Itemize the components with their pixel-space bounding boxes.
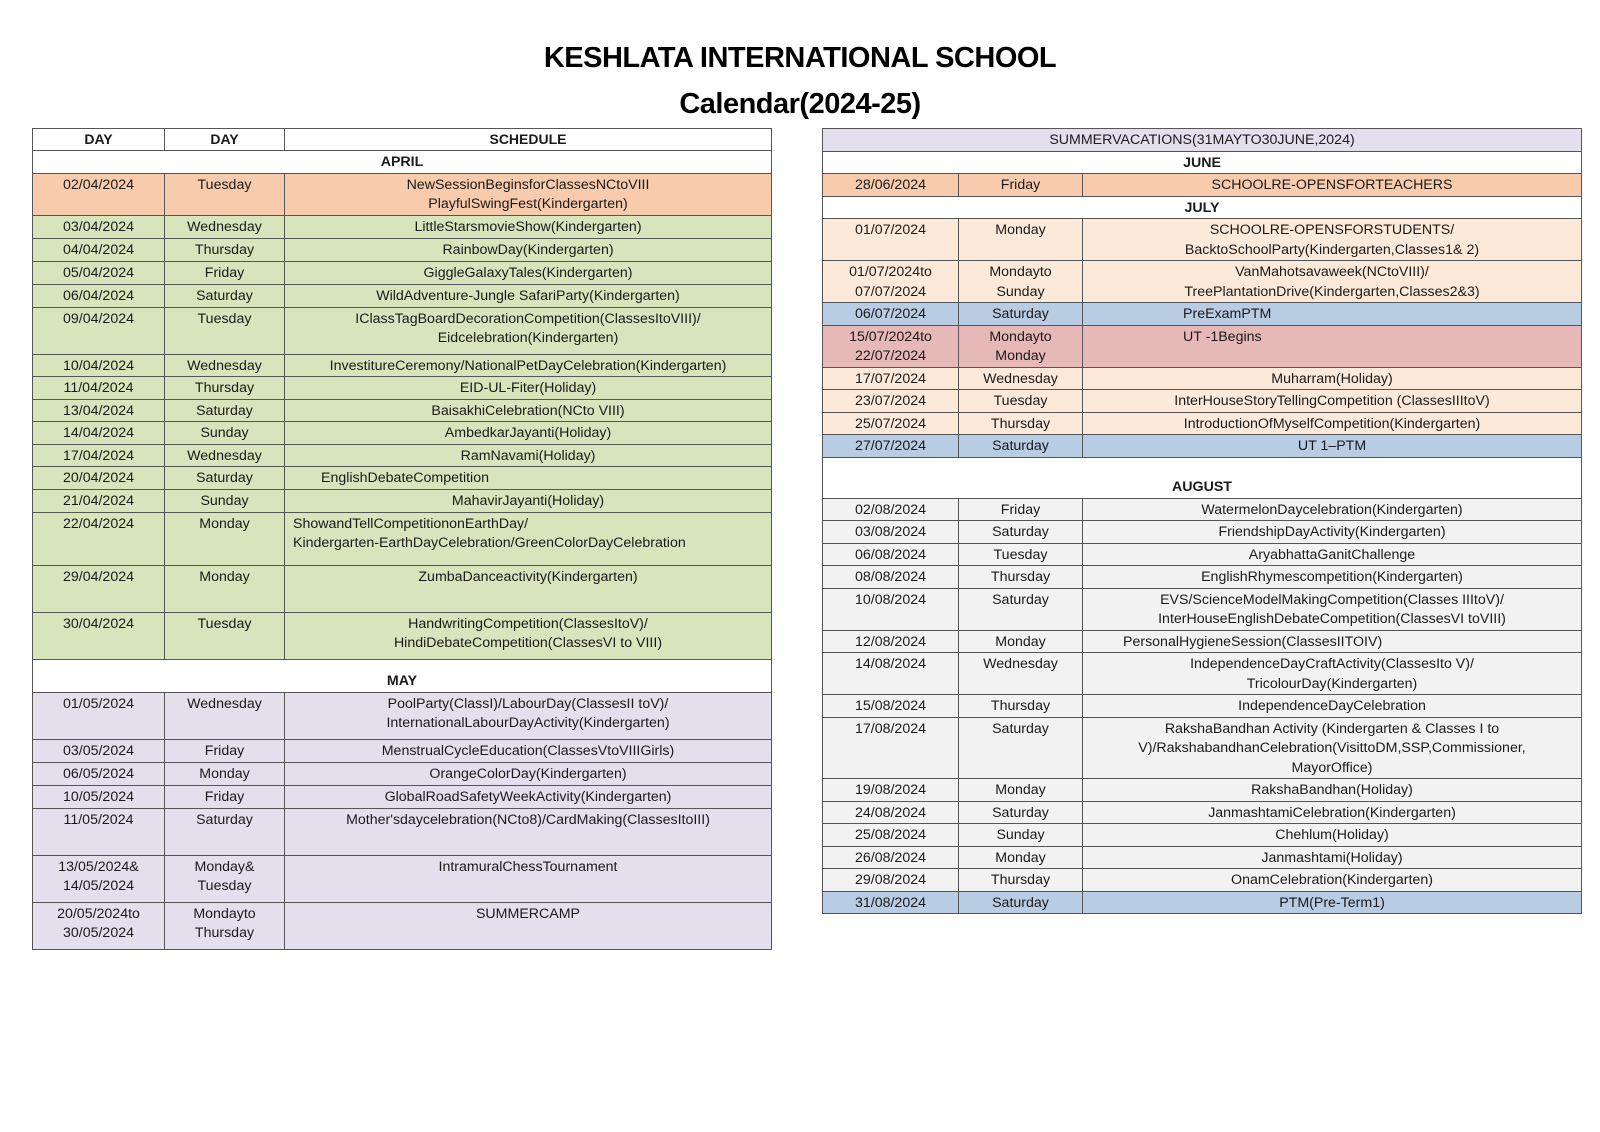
date-cell: 29/08/2024 — [823, 869, 959, 892]
schedule-cell: RakshaBandhan Activity (Kindergarten & Classes I to V)/RakshabandhanCelebration(VisittoDM,SSP,Commissioner, MayorOffice) — [1083, 717, 1582, 779]
right-calendar-table — [822, 128, 1582, 914]
date-cell: 03/05/2024 — [33, 739, 165, 762]
weekday-cell: Saturday — [959, 303, 1083, 326]
weekday-cell: Tuesday — [959, 543, 1083, 566]
month-row-august — [823, 457, 1582, 498]
weekday-cell: Thursday — [959, 566, 1083, 589]
schedule-cell: PoolParty(ClassI)/LabourDay(ClassesII toV)/ InternationalLabourDayActivity(Kindergarten) — [285, 692, 772, 739]
schedule-cell: GlobalRoadSafetyWeekActivity(Kindergarten) — [285, 785, 772, 808]
table-row — [33, 739, 772, 762]
date-cell: 10/04/2024 — [33, 354, 165, 377]
weekday-cell: Saturday — [165, 284, 285, 307]
schedule-cell: PersonalHygieneSession(ClassesIITOIV) — [1083, 630, 1582, 653]
table-row — [823, 630, 1582, 653]
date-cell: 31/08/2024 — [823, 891, 959, 914]
weekday-cell: Wednesday — [165, 354, 285, 377]
table-row — [823, 695, 1582, 718]
schedule-cell: MahavirJayanti(Holiday) — [285, 489, 772, 512]
weekday-cell: Monday — [959, 219, 1083, 261]
date-cell: 17/04/2024 — [33, 444, 165, 467]
schedule-cell: SUMMERCAMP — [285, 902, 772, 949]
column-header-day: DAY — [165, 129, 285, 151]
date-cell: 11/04/2024 — [33, 377, 165, 400]
date-cell: 06/04/2024 — [33, 284, 165, 307]
table-row — [823, 325, 1582, 367]
weekday-cell: Saturday — [959, 588, 1083, 630]
month-label: JUNE — [823, 151, 1582, 174]
date-cell: 10/05/2024 — [33, 785, 165, 808]
weekday-cell: Wednesday — [959, 367, 1083, 390]
schedule-cell: SCHOOLRE-OPENSFORSTUDENTS/ BacktoSchoolParty(Kindergarten,Classes1& 2) — [1083, 219, 1582, 261]
table-row — [33, 422, 772, 445]
table-row — [33, 855, 772, 902]
weekday-cell: Wednesday — [165, 444, 285, 467]
weekday-cell: Saturday — [959, 435, 1083, 458]
table-row — [33, 762, 772, 785]
date-cell: 01/07/2024 — [823, 219, 959, 261]
weekday-cell: Saturday — [959, 521, 1083, 544]
schedule-cell: InterHouseStoryTellingCompetition (ClassesIIItoV) — [1083, 390, 1582, 413]
weekday-cell: Monday — [959, 630, 1083, 653]
table-row — [823, 261, 1582, 303]
date-cell: 22/04/2024 — [33, 512, 165, 565]
date-cell: 10/08/2024 — [823, 588, 959, 630]
schedule-cell: GiggleGalaxyTales(Kindergarten) — [285, 261, 772, 284]
weekday-cell: Friday — [165, 785, 285, 808]
table-row — [823, 869, 1582, 892]
schedule-cell: PTM(Pre-Term1) — [1083, 891, 1582, 914]
schedule-cell: Janmashtami(Holiday) — [1083, 846, 1582, 869]
table-row — [823, 717, 1582, 779]
schedule-cell: IntramuralChessTournament — [285, 855, 772, 902]
table-row — [823, 303, 1582, 326]
date-cell: 06/07/2024 — [823, 303, 959, 326]
weekday-cell: Friday — [165, 261, 285, 284]
date-cell: 26/08/2024 — [823, 846, 959, 869]
weekday-cell: Monday — [959, 846, 1083, 869]
date-cell: 30/04/2024 — [33, 612, 165, 659]
date-cell: 27/07/2024 — [823, 435, 959, 458]
schedule-cell: AryabhattaGanitChallenge — [1083, 543, 1582, 566]
column-header-schedule: SCHEDULE — [285, 129, 772, 151]
weekday-cell: Tuesday — [165, 307, 285, 354]
weekday-cell: Mondayto Sunday — [959, 261, 1083, 303]
month-label: AUGUST — [823, 457, 1582, 498]
calendar-title: Calendar(2024-25) — [679, 88, 921, 120]
schedule-cell: VanMahotsavaweek(NCtoVIII)/ TreePlantationDrive(Kindergarten,Classes2&3) — [1083, 261, 1582, 303]
table-row — [823, 219, 1582, 261]
weekday-cell: Tuesday — [959, 390, 1083, 413]
schedule-cell: JanmashtamiCelebration(Kindergarten) — [1083, 801, 1582, 824]
table-row — [33, 284, 772, 307]
table-row — [823, 412, 1582, 435]
weekday-cell: Tuesday — [165, 173, 285, 215]
date-cell: 09/04/2024 — [33, 307, 165, 354]
table-row — [823, 779, 1582, 802]
weekday-cell: Mondayto Monday — [959, 325, 1083, 367]
weekday-cell: Thursday — [165, 377, 285, 400]
schedule-cell: RainbowDay(Kindergarten) — [285, 238, 772, 261]
table-row — [33, 238, 772, 261]
table-row — [33, 785, 772, 808]
table-row — [33, 612, 772, 659]
date-cell: 08/08/2024 — [823, 566, 959, 589]
weekday-cell: Saturday — [165, 467, 285, 490]
date-cell: 21/04/2024 — [33, 489, 165, 512]
weekday-cell: Sunday — [959, 824, 1083, 847]
date-cell: 05/04/2024 — [33, 261, 165, 284]
weekday-cell: Monday — [165, 565, 285, 612]
month-row-april — [33, 150, 772, 173]
weekday-cell: Wednesday — [959, 653, 1083, 695]
column-header-date: DAY — [33, 129, 165, 151]
weekday-cell: Thursday — [959, 869, 1083, 892]
table-row — [33, 808, 772, 855]
month-row-july — [823, 196, 1582, 219]
date-cell: 15/08/2024 — [823, 695, 959, 718]
table-row — [33, 512, 772, 565]
schedule-cell: WildAdventure-Jungle SafariParty(Kindergarten) — [285, 284, 772, 307]
weekday-cell: Monday — [165, 762, 285, 785]
table-row — [823, 653, 1582, 695]
table-row — [33, 354, 772, 377]
schedule-cell: RakshaBandhan(Holiday) — [1083, 779, 1582, 802]
date-cell: 25/07/2024 — [823, 412, 959, 435]
table-row — [33, 902, 772, 949]
schedule-cell: LittleStarsmovieShow(Kindergarten) — [285, 215, 772, 238]
date-cell: 15/07/2024to 22/07/2024 — [823, 325, 959, 367]
schedule-cell: SCHOOLRE-OPENSFORTEACHERS — [1083, 174, 1582, 197]
date-cell: 04/04/2024 — [33, 238, 165, 261]
schedule-cell: EnglishRhymescompetition(Kindergarten) — [1083, 566, 1582, 589]
date-cell: 06/05/2024 — [33, 762, 165, 785]
date-cell: 03/08/2024 — [823, 521, 959, 544]
weekday-cell: Friday — [959, 174, 1083, 197]
weekday-cell: Saturday — [959, 717, 1083, 779]
date-cell: 03/04/2024 — [33, 215, 165, 238]
date-cell: 20/05/2024to 30/05/2024 — [33, 902, 165, 949]
schedule-cell: UT 1–PTM — [1083, 435, 1582, 458]
date-cell: 11/05/2024 — [33, 808, 165, 855]
schedule-cell: AmbedkarJayanti(Holiday) — [285, 422, 772, 445]
weekday-cell: Saturday — [959, 801, 1083, 824]
weekday-cell: Thursday — [959, 412, 1083, 435]
table-row — [33, 565, 772, 612]
weekday-cell: Tuesday — [165, 612, 285, 659]
date-cell: 20/04/2024 — [33, 467, 165, 490]
date-cell: 23/07/2024 — [823, 390, 959, 413]
header-row — [33, 129, 772, 151]
table-row — [823, 891, 1582, 914]
school-name: KESHLATA INTERNATIONAL SCHOOL — [543, 42, 1057, 74]
schedule-cell: FriendshipDayActivity(Kindergarten) — [1083, 521, 1582, 544]
date-cell: 17/08/2024 — [823, 717, 959, 779]
table-row — [33, 692, 772, 739]
schedule-cell: IClassTagBoardDecorationCompetition(ClassesItoVIII)/ Eidcelebration(Kindergarten) — [285, 307, 772, 354]
table-row — [823, 498, 1582, 521]
weekday-cell: Sunday — [165, 489, 285, 512]
schedule-cell: MenstrualCycleEducation(ClassesVtoVIIIGirls) — [285, 739, 772, 762]
schedule-cell: IndependenceDayCelebration — [1083, 695, 1582, 718]
weekday-cell: Saturday — [165, 808, 285, 855]
date-cell: 29/04/2024 — [33, 565, 165, 612]
table-row — [823, 588, 1582, 630]
date-cell: 25/08/2024 — [823, 824, 959, 847]
table-row — [823, 801, 1582, 824]
table-row — [823, 543, 1582, 566]
table-row — [823, 367, 1582, 390]
table-row — [33, 489, 772, 512]
schedule-cell: OnamCelebration(Kindergarten) — [1083, 869, 1582, 892]
table-row — [823, 390, 1582, 413]
month-label: JULY — [823, 196, 1582, 219]
table-row — [33, 377, 772, 400]
weekday-cell: Monday — [165, 512, 285, 565]
month-label: MAY — [33, 659, 772, 692]
date-cell: 02/08/2024 — [823, 498, 959, 521]
table-row — [33, 173, 772, 215]
date-cell: 24/08/2024 — [823, 801, 959, 824]
table-row — [33, 467, 772, 490]
table-row — [823, 846, 1582, 869]
table-row — [33, 444, 772, 467]
schedule-cell: OrangeColorDay(Kindergarten) — [285, 762, 772, 785]
schedule-cell: HandwritingCompetition(ClassesItoV)/ HindiDebateCompetition(ClassesVI to VIII) — [285, 612, 772, 659]
weekday-cell: Wednesday — [165, 692, 285, 739]
table-row — [33, 399, 772, 422]
month-row-june — [823, 151, 1582, 174]
date-cell: 14/08/2024 — [823, 653, 959, 695]
date-cell: 12/08/2024 — [823, 630, 959, 653]
date-cell: 13/05/2024& 14/05/2024 — [33, 855, 165, 902]
weekday-cell: Mondayto Thursday — [165, 902, 285, 949]
weekday-cell: Friday — [959, 498, 1083, 521]
date-cell: 06/08/2024 — [823, 543, 959, 566]
table-row — [33, 307, 772, 354]
schedule-cell: Muharram(Holiday) — [1083, 367, 1582, 390]
summer-vacation-label: SUMMERVACATIONS(31MAYTO30JUNE,2024) — [823, 129, 1582, 152]
schedule-cell: ZumbaDanceactivity(Kindergarten) — [285, 565, 772, 612]
schedule-cell: EnglishDebateCompetition — [285, 467, 772, 490]
table-row — [823, 566, 1582, 589]
date-cell: 14/04/2024 — [33, 422, 165, 445]
table-row — [823, 824, 1582, 847]
table-row — [823, 435, 1582, 458]
month-row-may — [33, 659, 772, 692]
left-calendar-table — [32, 128, 772, 950]
schedule-cell: InvestitureCeremony/NationalPetDayCelebration(Kindergarten) — [285, 354, 772, 377]
schedule-cell: WatermelonDaycelebration(Kindergarten) — [1083, 498, 1582, 521]
schedule-cell: PreExamPTM — [1083, 303, 1582, 326]
date-cell: 13/04/2024 — [33, 399, 165, 422]
table-row — [823, 521, 1582, 544]
schedule-cell: IntroductionOfMyselfCompetition(Kindergarten) — [1083, 412, 1582, 435]
weekday-cell: Monday — [959, 779, 1083, 802]
date-cell: 01/07/2024to 07/07/2024 — [823, 261, 959, 303]
weekday-cell: Wednesday — [165, 215, 285, 238]
schedule-cell: EVS/ScienceModelMakingCompetition(Classes IIItoV)/ InterHouseEnglishDebateCompetition(ClassesVI toVIII) — [1083, 588, 1582, 630]
date-cell: 01/05/2024 — [33, 692, 165, 739]
weekday-cell: Sunday — [165, 422, 285, 445]
weekday-cell: Thursday — [165, 238, 285, 261]
weekday-cell: Monday& Tuesday — [165, 855, 285, 902]
schedule-cell: EID-UL-Fiter(Holiday) — [285, 377, 772, 400]
weekday-cell: Saturday — [165, 399, 285, 422]
date-cell: 28/06/2024 — [823, 174, 959, 197]
weekday-cell: Friday — [165, 739, 285, 762]
schedule-cell: ShowandTellCompetitiononEarthDay/ Kindergarten-EarthDayCelebration/GreenColorDayCelebration — [285, 512, 772, 565]
schedule-cell: NewSessionBeginsforClassesNCtoVIII PlayfulSwingFest(Kindergarten) — [285, 173, 772, 215]
date-cell: 02/04/2024 — [33, 173, 165, 215]
date-cell: 17/07/2024 — [823, 367, 959, 390]
schedule-cell: BaisakhiCelebration(NCto VIII) — [285, 399, 772, 422]
schedule-cell: IndependenceDayCraftActivity(ClassesIto V)/ TricolourDay(Kindergarten) — [1083, 653, 1582, 695]
schedule-cell: RamNavami(Holiday) — [285, 444, 772, 467]
schedule-cell: UT -1Begins — [1083, 325, 1582, 367]
schedule-cell: Mother'sdaycelebration(NCto8)/CardMaking(ClassesItoIII) — [285, 808, 772, 855]
weekday-cell: Thursday — [959, 695, 1083, 718]
schedule-cell: Chehlum(Holiday) — [1083, 824, 1582, 847]
table-row — [33, 261, 772, 284]
weekday-cell: Saturday — [959, 891, 1083, 914]
date-cell: 19/08/2024 — [823, 779, 959, 802]
summer-vacation-banner — [823, 129, 1582, 152]
table-row — [823, 174, 1582, 197]
month-label: APRIL — [33, 150, 772, 173]
table-row — [33, 215, 772, 238]
